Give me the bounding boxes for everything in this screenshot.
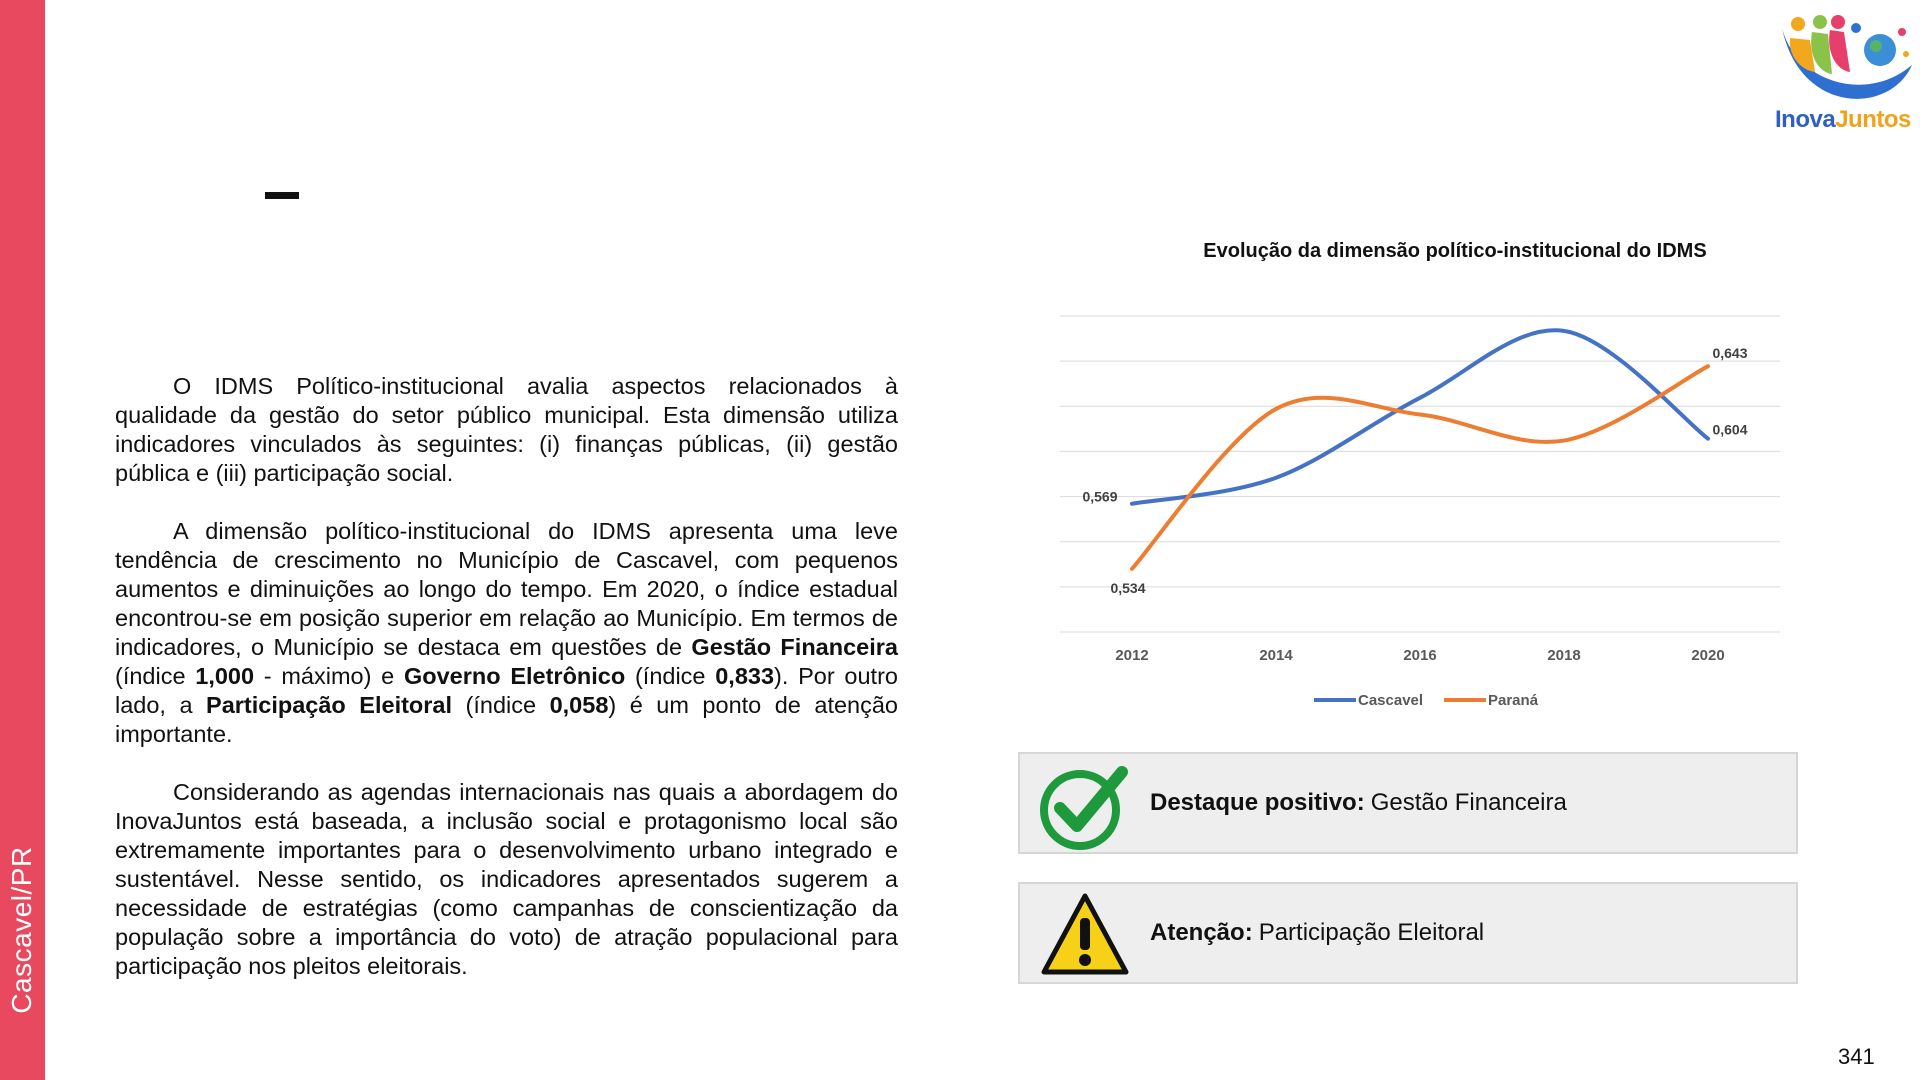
x-tick-label: 2014 xyxy=(1259,647,1293,664)
paragraph-2: A dimensão político-institucional do IDMS apresenta uma leve tendência de crescimento no Município de Cascavel, com pequenos aumentos e diminuições ao longo do tempo. Em 2020, o índice estadual encontrou-se em posição superior em relação ao Município. Em termos de indicadores, o Município se destaca em questões de Gestão Financeira (índice 1,000 - máximo) e Governo Eletrônico (índice 0,833). Por outro lado, a Participação Eleitoral (índice 0,058) é um ponto de atenção importante. xyxy=(115,518,899,747)
legend-label: Paraná xyxy=(1488,692,1539,709)
data-point xyxy=(1707,437,1710,440)
data-point xyxy=(1419,396,1422,399)
title-dash xyxy=(265,192,299,199)
warning-icon xyxy=(1040,890,1130,980)
body-text xyxy=(115,372,898,1010)
data-label: 0,643 xyxy=(1712,345,1748,362)
x-tick-label: 2016 xyxy=(1403,647,1437,664)
data-point xyxy=(1275,476,1278,479)
side-bar xyxy=(0,0,45,1080)
data-point xyxy=(1419,413,1422,416)
data-label: 0,534 xyxy=(1110,579,1146,596)
callout-positive-text: Destaque positivo: Gestão Financeira xyxy=(1150,789,1567,816)
side-label: Cascavel/PR xyxy=(6,846,37,1014)
checkmark-icon xyxy=(1040,760,1130,850)
data-point xyxy=(1131,567,1134,570)
data-point xyxy=(1707,365,1710,368)
chart-title: Evolução da dimensão político-institucional do IDMS xyxy=(1203,240,1707,262)
callout-attention-text: Atenção: Participação Eleitoral xyxy=(1150,919,1485,946)
callout-positive xyxy=(1018,752,1798,854)
data-point xyxy=(1275,407,1278,410)
page-number: 341 xyxy=(1838,1044,1875,1069)
callout-attention xyxy=(1018,882,1798,984)
line-chart xyxy=(1060,300,1820,720)
paragraph-1: O IDMS Político-institucional avalia aspectos relacionados à qualidade da gestão do setor público municipal. Esta dimensão utiliza indicadores vinculados às seguintes: (i) finanças públicas, (ii) gestão pública e (iii) participação social. xyxy=(115,373,898,486)
x-tick-label: 2020 xyxy=(1691,647,1725,664)
data-point xyxy=(1131,502,1134,505)
data-label: 0,604 xyxy=(1712,421,1748,438)
data-point xyxy=(1563,329,1566,332)
logo-wordmark: InovaJuntos xyxy=(1775,106,1911,133)
data-label: 0,569 xyxy=(1082,488,1118,505)
legend-label: Cascavel xyxy=(1358,692,1424,709)
paragraph-3: Considerando as agendas internacionais nas quais a abordagem do InovaJuntos está baseada, a inclusão social e protagonismo local são extremamente importantes para o desenvolvimento urbano integrado e sustentável. Nesse sentido, os indicadores apresentados sugerem a necessidade de estratégias (como campanhas de conscientização da população sobre a importância do voto) de atração populacional para participação nos pleitos eleitorais. xyxy=(115,779,898,979)
x-tick-label: 2012 xyxy=(1115,647,1149,664)
data-point xyxy=(1563,439,1566,442)
x-tick-label: 2018 xyxy=(1547,647,1581,664)
